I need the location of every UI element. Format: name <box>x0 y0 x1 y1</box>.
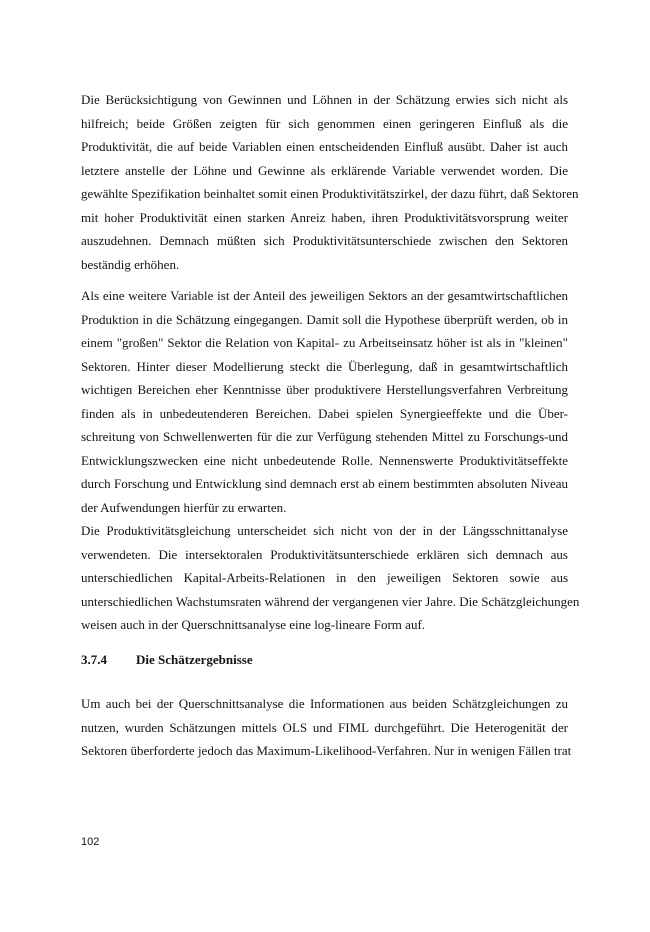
text-line: beständig erhöhen. <box>81 256 180 272</box>
paragraph-2 <box>81 284 568 519</box>
paragraph-1 <box>81 88 579 276</box>
text-line: Die Produktivitätsgleichung unterscheidet sich nicht von der in der Längsschnittanalyse <box>81 523 568 538</box>
text-line: Sektoren. Hinter dieser Modellierung steckt die Überlegung, daß in gesamtwirtschaftlich <box>81 358 568 374</box>
text-line: unterschiedlichen Kapital-Arbeits-Relationen in den jeweiligen Sektoren sowie aus <box>81 570 568 585</box>
text-line: Produktion in die Schätzung eingegangen. Damit soll die Hypothese überprüft werden, ob in <box>81 311 568 327</box>
section-title: Die Schätzergebnisse <box>136 652 253 667</box>
text-line: Um auch bei der Querschnittsanalyse die Informationen aus beiden Schätzgleichungen zu <box>81 696 568 711</box>
text-line: der Aufwendungen hierfür zu erwarten. <box>81 499 287 515</box>
text-line: gewählte Spezifikation beinhaltet somit einen Produktivitätszirkel, der dazu führt, daß Sektoren <box>81 186 579 201</box>
text-line: finden als in unbedeutenderen Bereichen. Dabei spielen Synergieeffekte und die Über- <box>81 405 568 421</box>
section-heading <box>81 652 253 668</box>
text-line: weisen auch in der Querschnittsanalyse eine log-lineare Form auf. <box>81 617 426 632</box>
text-line: unterschiedlichen Wachstumsraten während der vergangenen vier Jahre. Die Schätzgleichungen <box>81 593 580 609</box>
section-number: 3.7.4 <box>81 652 107 667</box>
text-line: Als eine weitere Variable ist der Anteil des jeweiligen Sektors an der gesamtwirtschaftlichen <box>81 288 568 303</box>
text-line: verwendeten. Die intersektoralen Produktivitätsunterschiede erklären sich demnach aus <box>81 546 568 562</box>
text-line: schreitung von Schwellenwerten für die zur Verfügung stehenden Mittel zu Forschungs-und <box>81 429 568 444</box>
text-line: letztere anstelle der Löhne und Gewinne als erklärende Variable verwendet worden. Die <box>81 162 568 178</box>
paragraph-3 <box>81 519 580 637</box>
text-line: Entwicklungszwecken eine nicht unbedeutende Rolle. Nennenswerte Produktivitätseffekte <box>81 452 568 468</box>
paragraph-4 <box>81 692 572 763</box>
text-line: Sektoren überforderte jedoch das Maximum-Likelihood-Verfahren. Nur in wenigen Fällen trat <box>81 743 572 758</box>
text-line: wichtigen Bereichen eher Kenntnisse über produktivere Herstellungsverfahren Verbreitung <box>81 382 568 397</box>
text-line: Produktivität, die auf beide Variablen einen entscheidenden Einfluß ausübt. Daher ist auch <box>81 139 568 154</box>
text-line: hilfreich; beide Größen zeigten für sich genommen einen geringeren Einfluß als die <box>81 115 568 131</box>
text-line: nutzen, wurden Schätzungen mittels OLS und FIML durchgeführt. Die Heterogenität der <box>81 719 568 735</box>
text-line: mit hoher Produktivität einen starken Anreiz haben, ihren Produktivitätsvorsprung weiter <box>81 209 568 225</box>
page-number: 102 <box>81 836 100 848</box>
text-line: einem "großen" Sektor die Relation von Kapital- zu Arbeitseinsatz höher ist als in "kleinen" <box>81 335 568 350</box>
text-line: Die Berücksichtigung von Gewinnen und Löhnen in der Schätzung erwies sich nicht als <box>81 92 568 107</box>
text-line: durch Forschung und Entwicklung sind demnach erst ab einem bestimmten absoluten Niveau <box>81 476 568 491</box>
text-line: auszudehnen. Demnach müßten sich Produktivitätsunterschiede zwischen den Sektoren <box>81 233 568 248</box>
